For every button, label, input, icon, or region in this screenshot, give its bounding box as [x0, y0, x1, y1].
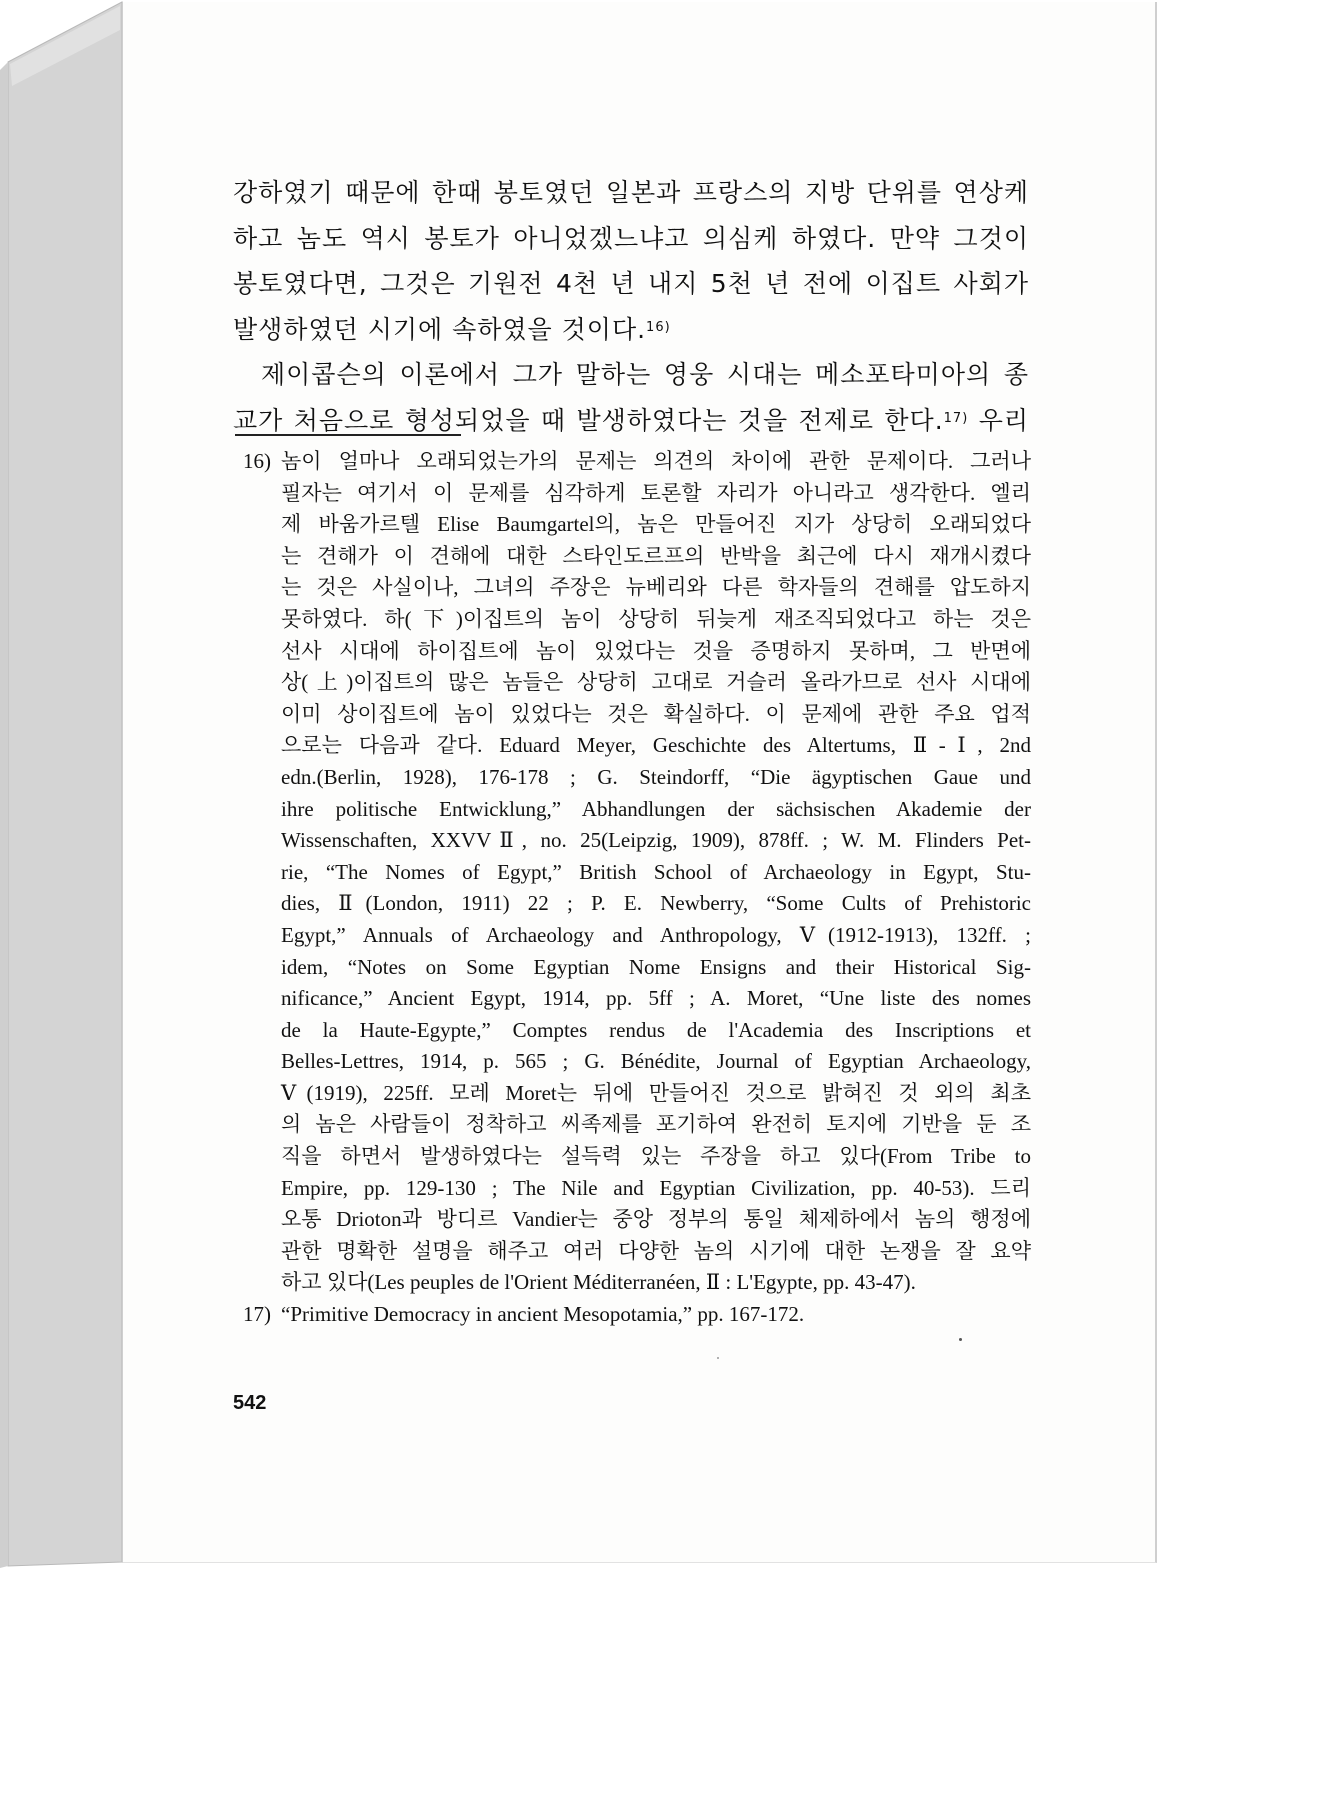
- footnote-ref-16: 16): [646, 319, 671, 335]
- footnote-line: “Primitive Democracy in ancient Mesopotamia,” pp. 167-172.: [281, 1302, 805, 1327]
- footnote-line: 필자는 여기서 이 문제를 심각하게 토론할 자리가 아니라고 생각한다. 엘리: [281, 480, 1031, 505]
- footnote-line: 는 것은 사실이나, 그녀의 주장은 뉴베리와 다른 학자들의 견해를 압도하지: [281, 575, 1031, 600]
- footnote-line: 관한 명확한 설명을 해주고 여러 다양한 놈의 시기에 대한 논쟁을 잘 요약: [281, 1238, 1031, 1263]
- footnote-line: Ⅴ(1919), 225ff. 모레 Moret는 뒤에 만들어진 것으로 밝혀진 것 외의 최초: [281, 1080, 1031, 1105]
- body-line: 강하였기 때문에 한때 봉토였던 일본과 프랑스의 지방 단위를 연상케: [233, 178, 1029, 207]
- footnote-ref-17: 17): [943, 410, 969, 426]
- body-line: [233, 307, 1029, 353]
- footnote-line: 놈이 얼마나 오래되었는가의 문제는 의견의 차이에 관한 문제이다. 그러나: [281, 449, 1031, 473]
- footnote-line: 직을 하면서 발생하였다는 설득력 있는 주장을 하고 있다(From Tribe to: [281, 1144, 1031, 1169]
- footnote-line: idem, “Notes on Some Egyptian Nome Ensigns and their Historical Sig-: [281, 954, 1031, 979]
- footnote-line: ihre politische Entwicklung,” Abhandlungen der sächsischen Akademie der: [281, 796, 1031, 821]
- body-text: [233, 170, 1029, 443]
- footnote-line: 제 바움가르텔 Elise Baumgartel의, 놈은 만들어진 지가 상당히 오래되었다: [281, 512, 1031, 537]
- print-speck: [717, 1357, 719, 1359]
- print-speck: [959, 1338, 962, 1341]
- footnotes: [235, 446, 1031, 1331]
- footnote-number: 17): [243, 1302, 271, 1327]
- body-line-text: 발생하였던 시기에 속하였을 것이다.: [233, 314, 647, 344]
- footnote-line: dies, Ⅱ(London, 1911) 22 ; P. E. Newberry, “Some Cults of Prehistoric: [281, 891, 1031, 916]
- footnote-line: Belles-Lettres, 1914, p. 565 ; G. Bénédite, Journal of Egyptian Archaeology,: [281, 1049, 1031, 1074]
- footnote-line: 선사 시대에 하이집트에 놈이 있었다는 것을 증명하지 못하며, 그 반면에: [281, 638, 1031, 663]
- footnote-line: 못하였다. 하(下)이집트의 놈이 상당히 뒤늦게 재조직되었다고 하는 것은: [281, 606, 1031, 631]
- body-line: 봉토였다면, 그것은 기원전 4천 년 내지 5천 년 전에 이집트 사회가: [233, 269, 1029, 298]
- body-line: [233, 398, 1029, 444]
- footnote-line: Wissenschaften, XXVVⅡ, no. 25(Leipzig, 1909), 878ff. ; W. M. Flinders Pet-: [281, 828, 1031, 853]
- footnote-line: rie, “The Nomes of Egypt,” British School of Archaeology in Egypt, Stu-: [281, 859, 1031, 884]
- book-page: [122, 2, 1157, 1563]
- footnote-number: 16): [243, 449, 271, 473]
- footnote-16: [235, 446, 1031, 1299]
- footnote-line: nificance,” Ancient Egypt, 1914, pp. 5ff ; A. Moret, “Une liste des nomes: [281, 986, 1031, 1011]
- body-line-text: 교가 처음으로 형성되었을 때 발생하였다는 것을 전제로 한다.: [233, 405, 944, 435]
- footnote-line: edn.(Berlin, 1928), 176-178 ; G. Steindorff, “Die ägyptischen Gaue und: [281, 764, 1031, 789]
- footnote-line: de la Haute-Egypte,” Comptes rendus de l'Academia des Inscriptions et: [281, 1017, 1031, 1042]
- footnote-line: 상(上)이집트의 많은 놈들은 상당히 고대로 거슬러 올라가므로 선사 시대에: [281, 670, 1031, 695]
- footnote-line: 이미 상이집트에 놈이 있었다는 것은 확실하다. 이 문제에 관한 주요 업적: [281, 701, 1031, 726]
- body-line: 제이콥슨의 이론에서 그가 말하는 영웅 시대는 메소포타미아의 종: [261, 360, 1029, 389]
- footnote-line: Empire, pp. 129-130 ; The Nile and Egyptian Civilization, pp. 40-53). 드리: [281, 1175, 1031, 1200]
- footnote-line: 하고 있다(Les peuples de l'Orient Méditerranéen, Ⅱ : L'Egypte, pp. 43-47).: [281, 1270, 916, 1295]
- footnote-line: 오통 Drioton과 방디르 Vandier는 중앙 정부의 통일 체제하에서 놈의 행정에: [281, 1207, 1031, 1232]
- body-line: 하고 놈도 역시 봉토가 아니었겠느냐고 의심케 하였다. 만약 그것이: [233, 223, 1029, 253]
- footnote-17: [235, 1299, 1031, 1331]
- footnote-rule: [235, 434, 461, 436]
- footnote-line: 는 견해가 이 견해에 대한 스타인도르프의 반박을 최근에 다시 재개시켰다: [281, 543, 1031, 568]
- page-number: 542: [233, 1392, 267, 1414]
- body-line-tail: 우리: [968, 405, 1030, 435]
- footnote-line: Egypt,” Annuals of Archaeology and Anthropology, Ⅴ(1912-1913), 132ff. ;: [281, 922, 1031, 947]
- footnote-line: 의 놈은 사람들이 정착하고 씨족제를 포기하여 완전히 토지에 기반을 둔 조: [281, 1112, 1031, 1137]
- footnote-line: 으로는 다음과 같다. Eduard Meyer, Geschichte des Altertums, Ⅱ-Ⅰ, 2nd: [281, 733, 1031, 758]
